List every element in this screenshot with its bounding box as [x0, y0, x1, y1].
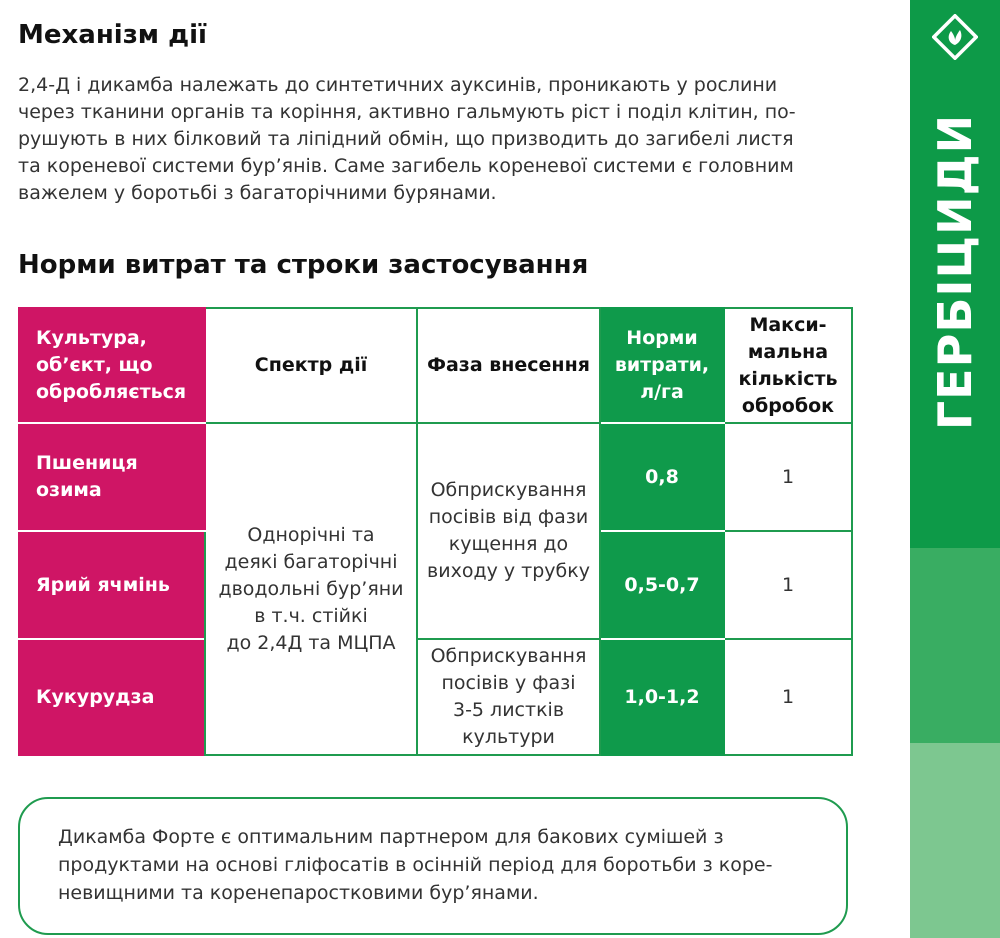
max-cell: 1 [724, 531, 852, 639]
phase-text: культури [462, 726, 555, 748]
category-sidebar [910, 0, 1000, 938]
paragraph-line: важелем у боротьбі з багаторічними бурянами. [18, 182, 497, 204]
phase-text: виходу у трубку [427, 560, 590, 582]
phase-text: Обприскування [430, 645, 587, 667]
paragraph-line: через тканини органів та коріння, активно гальмують ріст і поділ клітин, по- [18, 101, 796, 123]
sidebar-band-mid [910, 548, 1000, 743]
paragraph-line: 2,4-Д і дикамба належать до синтетичних ауксинів, проникають у рослини [18, 74, 778, 96]
header-text: обробляється [36, 381, 187, 403]
rates-heading: Норми витрат та строки застосування [18, 250, 589, 280]
phase-text: кущення до [448, 533, 569, 555]
header-text: Культура, [36, 327, 147, 349]
max-cell: 1 [724, 639, 852, 755]
culture-cell: Кукурудза [19, 639, 205, 755]
spectrum-text: деякі багаторічні [224, 550, 398, 573]
header-culture [19, 308, 205, 423]
sidebar-band-light [910, 743, 1000, 938]
rate-cell: 1,0-1,2 [600, 639, 724, 755]
header-text: обробок [741, 394, 835, 417]
max-cell: 1 [724, 423, 852, 531]
header-text: л/га [640, 381, 684, 403]
rate-cell: 0,8 [600, 423, 724, 531]
culture-text: Пшениця [36, 452, 138, 474]
note-line: продуктами на основі гліфосатів в осінній період для боротьби з коре- [58, 854, 773, 876]
note-line: Дикамба Форте є оптимальним партнером для бакових сумішей з [58, 826, 724, 848]
header-rate [600, 308, 724, 423]
rate-cell: 0,5-0,7 [600, 531, 724, 639]
rates-table [18, 307, 853, 756]
table-header-row [19, 308, 852, 423]
header-max-treatments [724, 308, 852, 423]
phase-text: посівів від фази [428, 506, 589, 528]
header-phase: Фаза внесення [417, 308, 600, 423]
phase-text: 3-5 листків [452, 699, 565, 721]
header-text: витрати, [614, 354, 710, 376]
leaf-diamond-icon [932, 14, 978, 60]
spectrum-cell [205, 423, 417, 755]
culture-text: озима [36, 479, 102, 501]
header-spectrum: Спектр дії [205, 308, 417, 423]
table-row [19, 639, 852, 755]
culture-cell: Ярий ячмінь [19, 531, 205, 639]
note-line: невищними та коренепаростковими бур’янами. [58, 882, 539, 904]
phase-cell-1 [417, 423, 600, 639]
culture-cell [19, 423, 205, 531]
phase-text: посівів у фазі [441, 672, 576, 694]
spectrum-text: дводольні бур’яни [218, 577, 404, 600]
header-text: Макси- [749, 313, 827, 336]
phase-text: Обприскування [430, 479, 587, 501]
mechanism-heading: Механізм дії [18, 20, 207, 50]
header-text: об’єкт, що [36, 354, 153, 376]
phase-cell-2 [417, 639, 600, 755]
note-box [18, 797, 848, 935]
spectrum-text: Однорічні та [247, 523, 375, 546]
header-text: кількість [738, 367, 838, 390]
spectrum-text: до 2,4Д та МЦПА [226, 631, 396, 654]
header-text: Норми [626, 327, 698, 349]
paragraph-line: рушують в них білковий та ліпідний обмін, що призводить до загибелі листя [18, 128, 794, 150]
header-text: мальна [747, 340, 829, 363]
table-row [19, 423, 852, 531]
paragraph-line: та кореневої системи бур’янів. Саме загибель кореневої системи є головним [18, 155, 794, 177]
category-label: ГЕРБІЦИДИ [928, 113, 982, 431]
spectrum-text: в т.ч. стійкі [254, 604, 368, 627]
mechanism-paragraph [18, 72, 858, 207]
